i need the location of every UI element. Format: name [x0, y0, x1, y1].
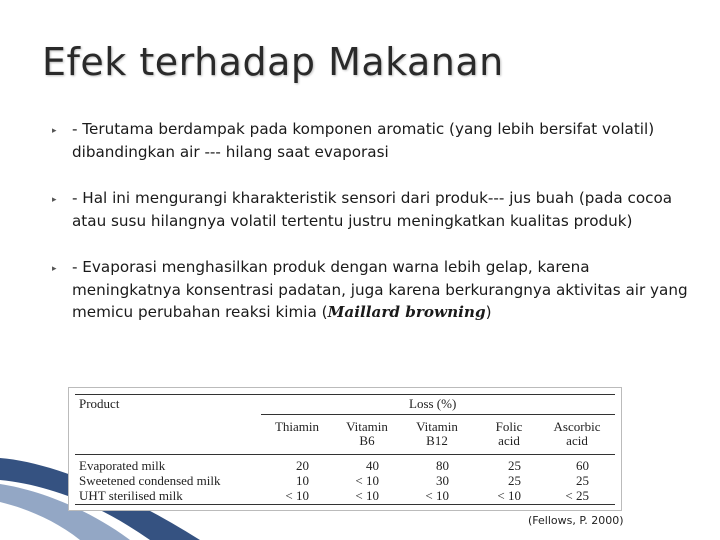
table-cell: < 25 — [565, 488, 589, 503]
table-rule-header-bottom — [75, 454, 615, 455]
table-cell: 25 — [508, 473, 521, 488]
bullet-arrow-icon: ▸ — [52, 126, 57, 136]
bullet-text: - Terutama berdampak pada komponen aromatic (yang lebih bersifat volatil) dibandingkan air --- hilang saat evaporasi — [72, 120, 655, 161]
bullet-list — [52, 118, 692, 324]
bullet-arrow-icon: ▸ — [52, 264, 57, 274]
loss-table-body — [75, 394, 615, 504]
table-rule-bottom — [75, 504, 615, 505]
loss-header: Loss (%) — [409, 396, 457, 411]
table-cell: 80 — [436, 458, 449, 473]
column-header: Folic — [495, 419, 523, 434]
bullet-arrow-icon: ▸ — [52, 195, 57, 205]
table-cell: 30 — [436, 473, 449, 488]
table-cell: < 10 — [497, 488, 521, 503]
column-header-line2: B6 — [359, 433, 375, 448]
column-header-line2: acid — [498, 433, 520, 448]
table-cell: 25 — [576, 473, 589, 488]
table-cell: 20 — [296, 458, 309, 473]
table-cell: 40 — [366, 458, 379, 473]
bullet-item — [52, 256, 692, 324]
bullet-text — [72, 256, 692, 324]
row-product-label: Evaporated milk — [79, 458, 166, 473]
column-header-line2: acid — [566, 433, 588, 448]
bullet-text-before: - Evaporasi menghasilkan produk dengan warna lebih gelap, karena meningkatnya konsentrasi padatan, juga karena berkurangnya aktivitas air yang memicu perubahan reaksi kimia ( — [72, 258, 688, 321]
table-cell: < 10 — [355, 488, 379, 503]
product-header: Product — [79, 396, 120, 411]
column-header: Ascorbic — [553, 419, 601, 434]
row-product-label: UHT sterilised milk — [79, 488, 183, 503]
loss-table — [68, 387, 622, 511]
citation: (Fellows, P. 2000) — [528, 514, 624, 527]
column-header: Thiamin — [274, 419, 320, 434]
row-product-label: Sweetened condensed milk — [79, 473, 221, 488]
column-header: Vitamin — [416, 419, 458, 434]
column-header: Vitamin — [346, 419, 388, 434]
bullet-item — [52, 118, 692, 163]
bullet-item — [52, 187, 692, 232]
table-cell: 25 — [508, 458, 521, 473]
table-cell: < 10 — [425, 488, 449, 503]
bullet-text: - Hal ini mengurangi kharakteristik sensori dari produk--- jus buah (pada cocoa atau susu hilangnya volatil tertentu justru meningkatkan kualitas produk) — [72, 189, 673, 230]
table-cell: < 10 — [355, 473, 379, 488]
bullet-text-after: ) — [485, 303, 492, 321]
column-header-line2: B12 — [426, 433, 448, 448]
table-cell: 10 — [296, 473, 309, 488]
slide-title: Efek terhadap Makanan — [42, 40, 504, 84]
maillard-browning-term: Maillard browning — [327, 303, 486, 321]
table-rule-top — [75, 394, 615, 395]
table-cell: 60 — [576, 458, 589, 473]
table-rule-loss — [261, 414, 615, 415]
table-cell: < 10 — [285, 488, 309, 503]
